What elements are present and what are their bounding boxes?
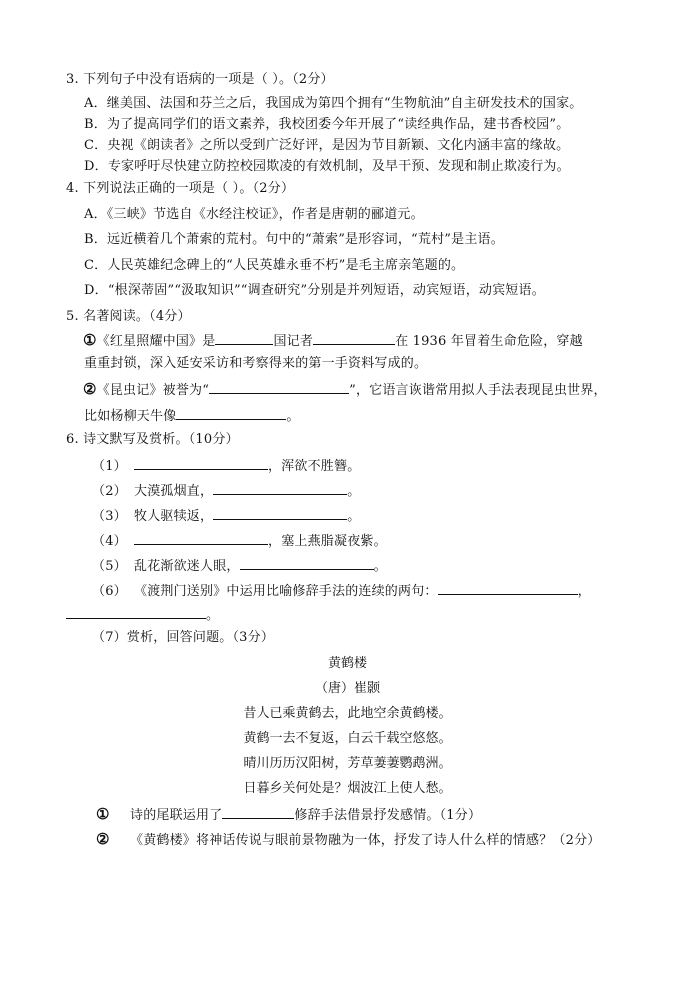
blank-reporter[interactable] xyxy=(313,332,395,345)
q3-option-d: D．专家呼吁尽快建立防控校园欺凌的有效机制，及早干预、发现和制止欺凌行为。 xyxy=(84,159,570,174)
circled-number-2: ② xyxy=(83,380,97,398)
blank-q6-3[interactable] xyxy=(213,507,347,520)
poem-author: （唐）崔颢 xyxy=(314,681,380,696)
q4-option-c: C．人民英雄纪念碑上的“人民英雄永垂不朽”是毛主席亲笔题的。 xyxy=(84,258,465,273)
q4-option-b: B．远近横着几个萧索的荒村。句中的“萧索”是形容词，“荒村”是主语。 xyxy=(84,232,504,247)
poem-line-2: 黄鹤一去不复返，白云千载空悠悠。 xyxy=(243,731,452,746)
blank-q6-5[interactable] xyxy=(240,557,374,570)
q6-item-4: （4） ，塞上燕脂凝夜紫。 xyxy=(92,534,387,549)
poem-line-1: 昔人已乘黄鹤去，此地空余黄鹤楼。 xyxy=(243,706,452,721)
q6-item-3: （3） 牧人驱犊返， 。 xyxy=(92,509,361,524)
q3-stem: 3. 下列句子中没有语病的一项是（ ）。（2分） xyxy=(66,72,334,87)
q5-part2-line2: 比如杨柳天牛像 。 xyxy=(84,409,300,424)
poem-title: 黄鹤楼 xyxy=(327,656,367,671)
blank-nationality[interactable] xyxy=(215,332,273,345)
q5-stem: 5. 名著阅读。（4分） xyxy=(66,309,191,324)
q6-stem: 6. 诗文默写及赏析。（10分） xyxy=(66,432,239,447)
q6-item-6: （6） 《渡荆门送别》中运用比喻修辞手法的连续的两句： ， xyxy=(92,584,591,599)
q6-item-6-line2: 。 xyxy=(66,606,219,624)
blank-analogy[interactable] xyxy=(176,407,286,420)
q6-item-5: （5） 乱花渐欲迷人眼， 。 xyxy=(92,559,387,574)
q6-sub7-heading: （7）赏析，回答问题。（3分） xyxy=(92,630,275,645)
q6-item-2: （2） 大漠孤烟直， 。 xyxy=(92,484,361,499)
q5-part1-line1: ①《红星照耀中国》是 国记者 在 1936 年冒着生命危险，穿越 xyxy=(83,331,583,349)
q5-part1-line2: 重重封锁，深入延安采访和考察得来的第一手资料写成的。 xyxy=(84,356,428,371)
q7-question-2: ② 《黄鹤楼》将神话传说与眼前景物融为一体，抒发了诗人什么样的情感？（2分） xyxy=(96,830,601,848)
q3-option-c: C．央视《朗读者》之所以受到广泛好评，是因为节目新颖、文化内涵丰富的缘故。 xyxy=(84,138,570,153)
circled-number-2: ② xyxy=(96,830,110,848)
blank-q6-6a[interactable] xyxy=(438,582,578,595)
q6-item-1: （1） ，浑欲不胜簪。 xyxy=(92,459,361,474)
q5-part2-line1: ②《昆虫记》被誉为“ ”，它语言诙谐常用拟人手法表现昆虫世界， xyxy=(83,380,607,398)
circled-number-1: ① xyxy=(83,331,97,349)
q3-option-b: B．为了提高同学们的语文素养，我校团委今年开展了“读经典作品，建书香校园”。 xyxy=(84,117,570,132)
q4-option-d: D．“根深蒂固”“汲取知识”“调查研究”分别是并列短语，动宾短语，动宾短语。 xyxy=(84,283,545,298)
blank-q6-4[interactable] xyxy=(134,532,268,545)
poem-line-4: 日暮乡关何处是？烟波江上使人愁。 xyxy=(243,781,452,796)
q4-stem: 4. 下列说法正确的一项是（ ）。（2分） xyxy=(66,181,295,196)
blank-q6-1[interactable] xyxy=(134,457,268,470)
blank-rhetoric[interactable] xyxy=(222,806,294,819)
q3-option-a: A．继美国、法国和芬兰之后，我国成为第四个拥有“生物航油”自主研发技术的国家。 xyxy=(84,96,583,111)
circled-number-1: ① xyxy=(96,805,110,823)
blank-q6-6b[interactable] xyxy=(66,606,206,619)
blank-q6-2[interactable] xyxy=(213,482,347,495)
poem-line-3: 晴川历历汉阳树，芳草萋萋鹦鹉洲。 xyxy=(243,756,452,771)
q7-question-1: ① 诗的尾联运用了 修辞手法借景抒发感情。（1分） xyxy=(96,805,482,823)
q4-option-a: A．《三峡》节选自《水经注校证》，作者是唐朝的郦道元。 xyxy=(84,207,424,222)
blank-book-title[interactable] xyxy=(209,381,349,394)
